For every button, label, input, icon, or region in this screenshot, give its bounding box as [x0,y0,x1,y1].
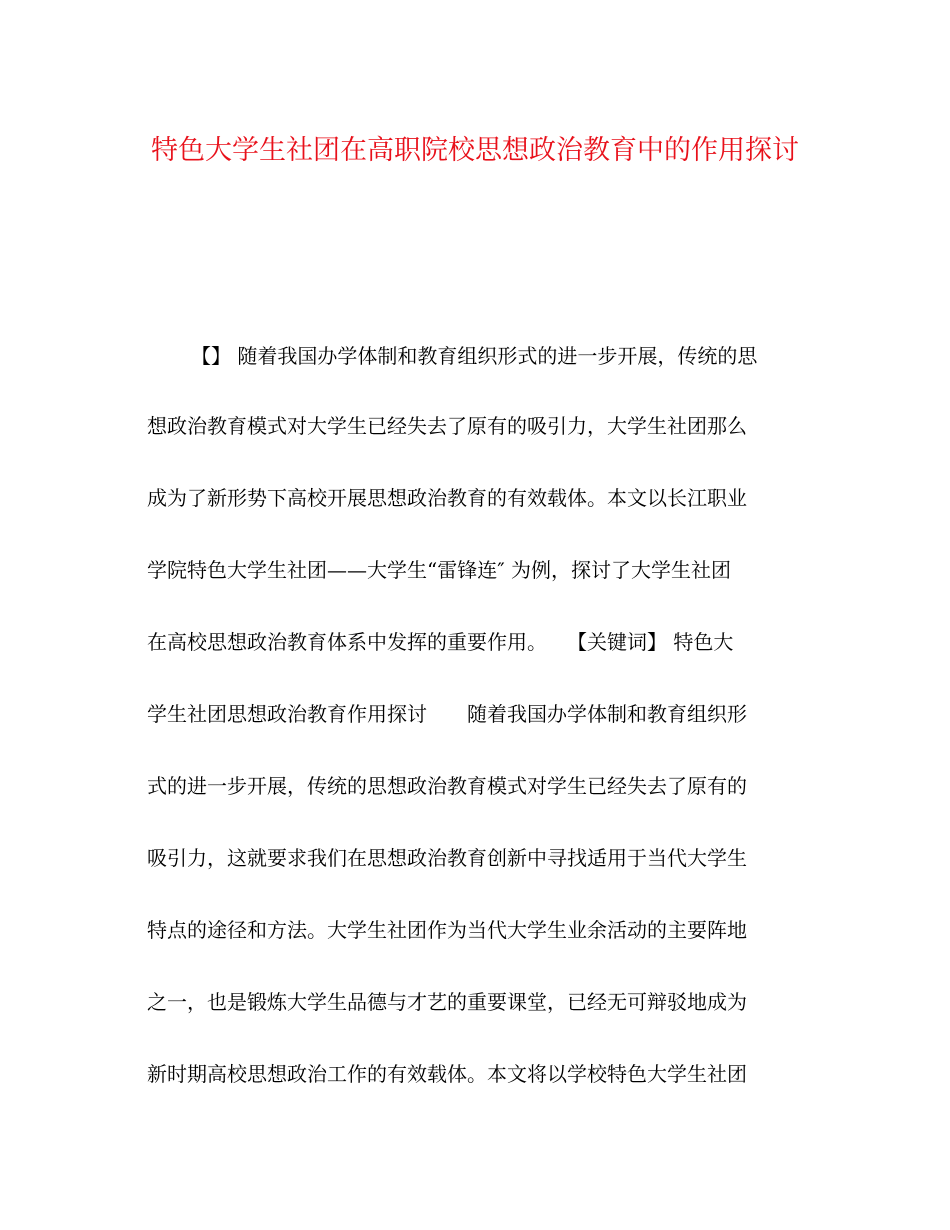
body-line-7: 式的进一步开展，传统的思想政治教育模式对学生已经失去了原有的 [147,774,747,798]
body-line-4: 学院特色大学生社团——大学生“雷锋连″ 为例，探讨了大学生社团 [147,558,732,582]
body-line-9: 特点的途径和方法。大学生社团作为当代大学生业余活动的主要阵地 [147,918,747,942]
body-line-2: 想政治教育模式对大学生已经失去了原有的吸引力，大学生社团那么 [147,414,747,438]
body-line-3: 成为了新形势下高校开展思想政治教育的有效载体。本文以长江职业 [147,486,747,510]
body-line-5: 在高校思想政治教育体系中发挥的重要作用。 【关键词】 特色大 [147,630,734,654]
body-line-6: 学生社团思想政治教育作用探讨 随着我国办学体制和教育组织形 [147,702,747,726]
document-title: 特色大学生社团在高职院校思想政治教育中的作用探讨 [151,135,799,166]
body-line-1: 【】 随着我国办学体制和教育组织形式的进一步开展，传统的思 [191,344,758,368]
body-line-11: 新时期高校思想政治工作的有效载体。本文将以学校特色大学生社团 [147,1062,747,1086]
body-line-10: 之一，也是锻炼大学生品德与才艺的重要课堂，已经无可辩驳地成为 [147,990,747,1014]
body-line-8: 吸引力，这就要求我们在思想政治教育创新中寻找适用于当代大学生 [147,846,747,870]
